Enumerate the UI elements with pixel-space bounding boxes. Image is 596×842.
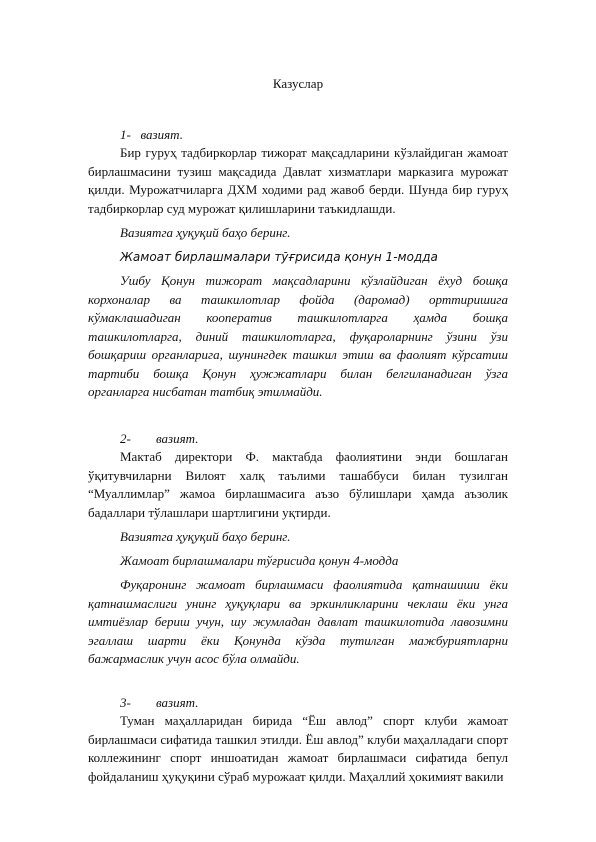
case-2-label: вазият.: [156, 431, 199, 446]
case-1-heading: [88, 126, 508, 144]
case-2-number: 2-: [120, 431, 131, 446]
case-2-task: Вазиятга ҳуқуқий баҳо беринг.: [120, 529, 291, 544]
case-3-heading: [88, 694, 508, 712]
case-3: [88, 694, 508, 786]
case-2: [88, 430, 508, 669]
case-1-law-title: Жамоат бирлашмалари тўғрисида қонун 1-модда: [120, 250, 438, 264]
case-3-text: Туман маҳалларидан бирида “Ёш авлод” спорт клуби жамоат бирлашмаси сифатида ташкил этилди. Ёш авлод” клуби маҳалладаги спорт коллежининг спорт иншоатидан жамоат бирлашмаси сифатида бепул фойдаланиш ҳуқуқини сўраб мурожаат қилди. Маҳаллий ҳокимият вакили: [88, 713, 508, 784]
case-1-task: Вазиятга ҳуқуқий баҳо беринг.: [120, 225, 291, 240]
case-1-label: вазият.: [140, 127, 183, 142]
case-2-law-title: Жамоат бирлашмалари тўғрисида қонун 4-модда: [120, 553, 399, 568]
case-2-heading: [88, 430, 508, 448]
case-1-text: Бир гуруҳ тадбиркорлар тижорат мақсадларини кўзлайдиган жамоат бирлашмасини тузиш мақсадида Давлат хизматлари марказига мурожат қилди. Мурожатчиларга ДХМ ходими рад жавоб берди. Шунда бир гуруҳ тадбиркорлар суд мурожат қилишларини таъкидлашди.: [88, 145, 508, 216]
page-title: Казуслар: [272, 76, 324, 91]
case-2-law-text: Фуқаронинг жамоат бирлашмаси фаолиятида қатнашиши ёки қатнашмаслиги унинг ҳуқуқлари ва эркинликларини чеклаш ёки унга имтиёзлар бериш учун, шу жумладан давлат ташкилотида лавозимни эгаллаш шарти ёки Қонунда кўзда тутилган мажбуриятларни бажармаслик учун асос бўла олмайди.: [88, 577, 508, 666]
case-3-label: вазият.: [156, 695, 199, 710]
case-1-law-text: Ушбу Қонун тижорат мақсадларини кўзлайдиган ёхуд бошқа корхоналар ва ташкилотлар фойда (даромад) орттиришига кўмаклашадиган кооператив ташкилотларга ҳамда бошқа ташкилотларга, диний ташкилотларга, фуқароларнинг ўзини ўзи бошқариш органларига, шунингдек ташкил этиш ва фаолият кўрсатиш тартиби бошқа Қонун ҳужжатлари билан белгиланадиган ўзга органларга нисбатан татбиқ этилмайди.: [88, 273, 508, 399]
case-1-number: 1-: [120, 127, 131, 142]
case-2-text: Мактаб директори Ф. мактабда фаолиятини энди бошлаган ўқитувчиларни Вилоят халқ таълими ташаббуси билан тузилган “Муаллимлар” жамоа бирлашмасига аъзо бўлишлари ҳамда аъзолик бадаллари тўлашлари шартлигини уқтирди.: [88, 449, 508, 520]
case-1: [88, 126, 508, 402]
case-3-number: 3-: [120, 695, 131, 710]
